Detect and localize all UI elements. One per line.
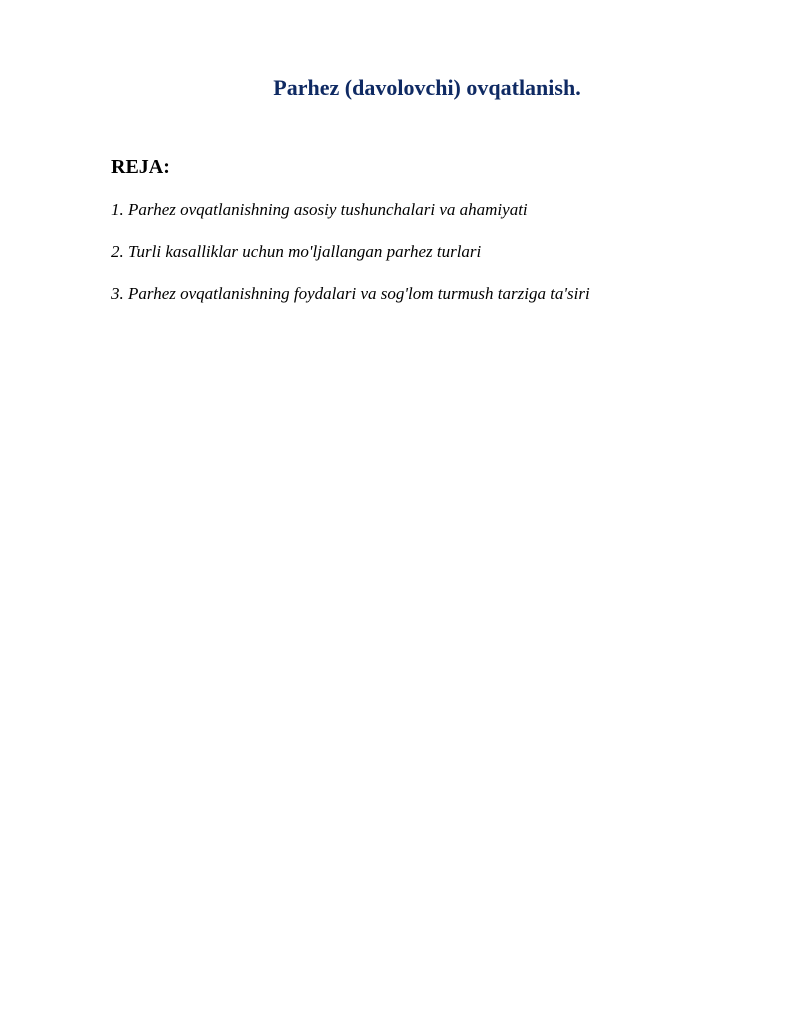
document-title: Parhez (davolovchi) ovqatlanish.: [273, 75, 581, 100]
plan-heading: REJA:: [111, 156, 170, 178]
plan-item-2: 2. Turli kasalliklar uchun mo'ljallangan parhez turlari: [111, 242, 482, 261]
plan-list: [111, 199, 590, 325]
plan-item-3: 3. Parhez ovqatlanishning foydalari va sog'lom turmush tarziga ta'siri: [111, 284, 590, 303]
plan-item-1: 1. Parhez ovqatlanishning asosiy tushunchalari va ahamiyati: [111, 200, 528, 219]
